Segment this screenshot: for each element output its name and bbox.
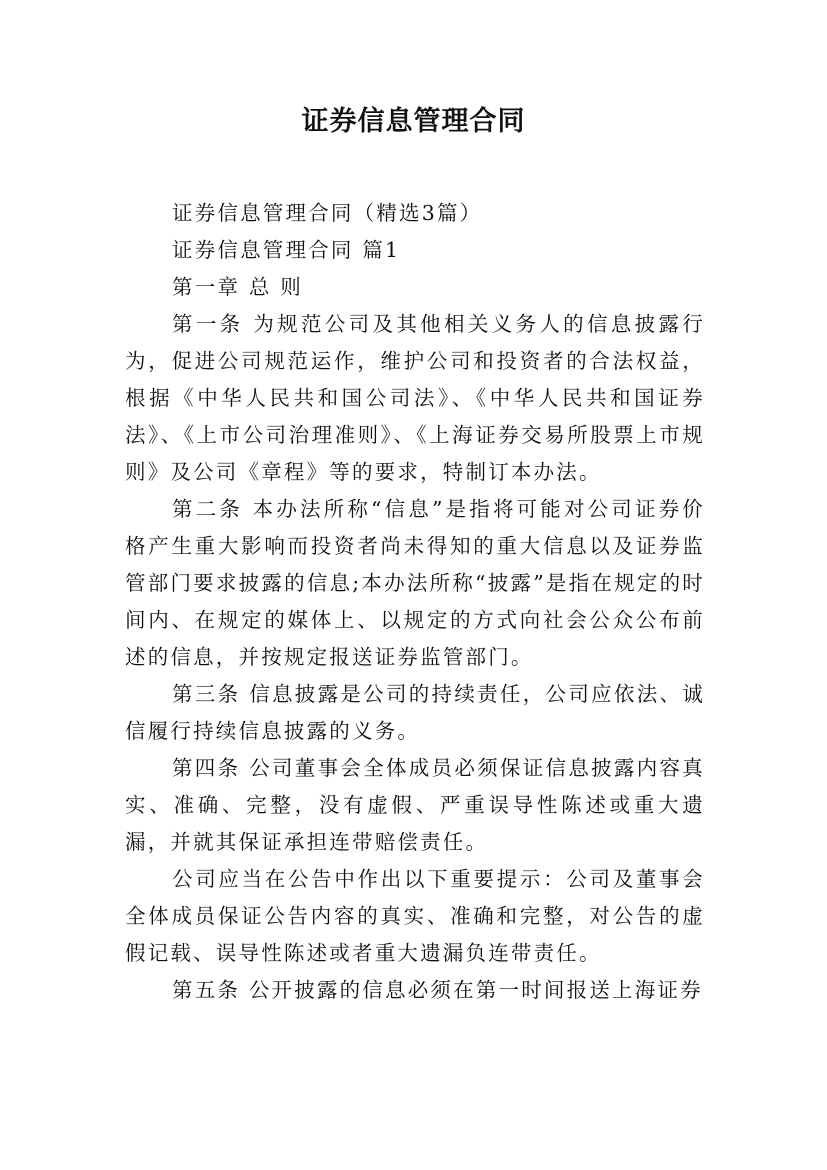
paragraph-article-4: 第四条 公司董事会全体成员必须保证信息披露内容真实、准确、完整，没有虚假、严重误导性陈述或重大遗漏，并就其保证承担连带赔偿责任。 [125, 756, 705, 854]
document-body [125, 195, 705, 1009]
document-title: 证券信息管理合同 [301, 106, 526, 137]
paragraph-article-1: 第一条 为规范公司及其他相关义务人的信息披露行为，促进公司规范运作，维护公司和投资者的合法权益，根据《中华人民共和国公司法》、《中华人民共和国证券法》、《上市公司治理准则》、《上海证券交易所股票上市规则》及公司《章程》等的要求，特制订本办法。 [125, 312, 705, 484]
paragraph-chapter-heading: 第一章 总 则 [172, 275, 303, 299]
paragraph-article-3: 第三条 信息披露是公司的持续责任，公司应依法、诚信履行持续信息披露的义务。 [125, 682, 705, 743]
paragraph-notice: 公司应当在公告中作出以下重要提示：公司及董事会全体成员保证公告内容的真实、准确和完整，对公告的虚假记载、误导性陈述或者重大遗漏负连带责任。 [125, 867, 705, 965]
paragraph-subtitle: 证券信息管理合同（精选3篇） [172, 201, 483, 225]
paragraph-article-5: 第五条 公开披露的信息必须在第一时间报送上海证券 [172, 978, 703, 1002]
paragraph-article-2: 第二条 本办法所称“信息”是指将可能对公司证券价格产生重大影响而投资者尚未得知的重大信息以及证券监管部门要求披露的信息;本办法所称“披露”是指在规定的时间内、在规定的媒体上、以规定的方式向社会公众公布前述的信息，并按规定报送证券监管部门。 [125, 497, 706, 669]
paragraph-section-heading: 证券信息管理合同 篇1 [172, 238, 401, 262]
